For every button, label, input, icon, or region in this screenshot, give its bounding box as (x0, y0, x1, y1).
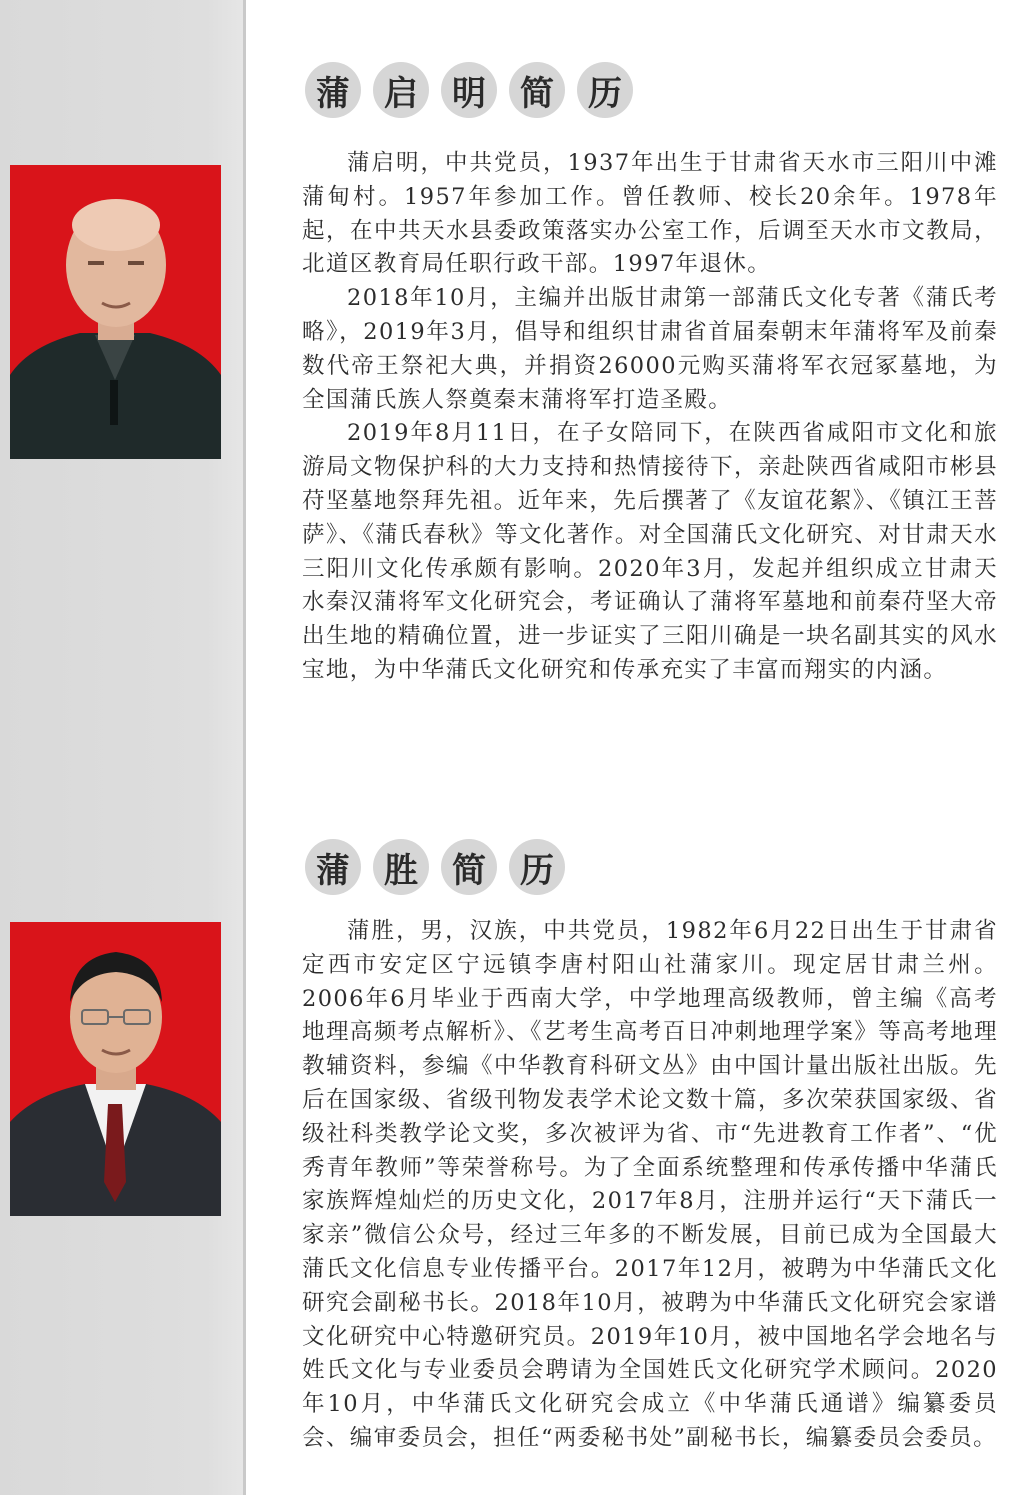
bio-paragraph: 蒲胜，男，汉族，中共党员，1982年6月22日出生于甘肃省定西市安定区宁远镇李唐村阳山社蒲家川。现定居甘肃兰州。2006年6月毕业于西南大学，中学地理高级教师，曾主编《高考地理高频考点解析》、《艺考生高考百日冲刺地理学案》等高考地理教辅资料，参编《中华教育科研文丛》由中国计量出版社出版。先后在国家级、省级刊物发表学术论文数十篇，多次荣获国家级、省级社科类教学论文奖，多次被评为省、市“先进教育工作者”、“优秀青年教师”等荣誉称号。为了全面系统整理和传承传播中华蒲氏家族辉煌灿烂的历史文化，2017年8月，注册并运行“天下蒲氏一家亲”微信公众号，经过三年多的不断发展，目前已成为全国最大蒲氏文化信息专业传播平台。2017年12月，被聘为中华蒲氏文化研究会副秘书长。2018年10月，被聘为中华蒲氏文化研究会家谱文化研究中心特邀研究员。2019年10月，被中国地名学会地名与姓氏文化与专业委员会聘请为全国姓氏文化研究学术顾问。2020年10月，中华蒲氏文化研究会成立《中华蒲氏通谱》编纂委员会、编审委员会，担任“两委秘书处”副秘书长，编纂委员会委员。 (302, 918, 998, 1451)
title-char: 简 (441, 839, 497, 895)
title-char: 蒲 (305, 839, 361, 895)
portrait-photo-1 (10, 165, 221, 459)
bio-paragraph: 2018年10月，主编并出版甘肃第一部蒲氏文化专著《蒲氏考略》，2019年3月，倡导和组织甘肃省首届秦朝末年蒲将军及前秦数代帝王祭祀大典，并捐资26000元购买蒲将军衣冠冢墓地，为全国蒲氏族人祭奠秦末蒲将军打造圣殿。 (302, 285, 998, 413)
sidebar-divider (243, 0, 246, 1495)
title-char: 简 (509, 62, 565, 118)
section-title-1 (305, 62, 633, 118)
biography-text-1 (302, 147, 998, 688)
title-char: 历 (509, 839, 565, 895)
title-char: 蒲 (305, 62, 361, 118)
elderly-man-portrait-icon (10, 165, 221, 459)
title-char: 启 (373, 62, 429, 118)
title-char: 历 (577, 62, 633, 118)
bio-paragraph: 2019年8月11日，在子女陪同下，在陕西省咸阳市文化和旅游局文物保护科的大力支持和热情接待下，亲赴陕西省咸阳市彬县苻坚墓地祭拜先祖。近年来，先后撰著了《友谊花絮》、《镇江王菩萨》、《蒲氏春秋》等文化著作。对全国蒲氏文化研究、对甘肃天水三阳川文化传承颇有影响。2020年3月，发起并组织成立甘肃天水秦汉蒲将军文化研究会，考证确认了蒲将军墓地和前秦苻坚大帝出生地的精确位置，进一步证实了三阳川确是一块名副其实的风水宝地，为中华蒲氏文化研究和传承充实了丰富而翔实的内涵。 (302, 420, 998, 683)
section-title-2 (305, 839, 565, 895)
portrait-photo-2 (10, 922, 221, 1216)
biography-text-2 (302, 915, 998, 1495)
title-char: 胜 (373, 839, 429, 895)
title-char: 明 (441, 62, 497, 118)
man-in-suit-portrait-icon (10, 922, 221, 1216)
bio-paragraph: 蒲启明，中共党员，1937年出生于甘肃省天水市三阳川中滩蒲甸村。1957年参加工作。曾任教师、校长20余年。1978年起，在中共天水县委政策落实办公室工作，后调至天水市文教局，北道区教育局任职行政干部。1997年退休。 (302, 150, 998, 278)
